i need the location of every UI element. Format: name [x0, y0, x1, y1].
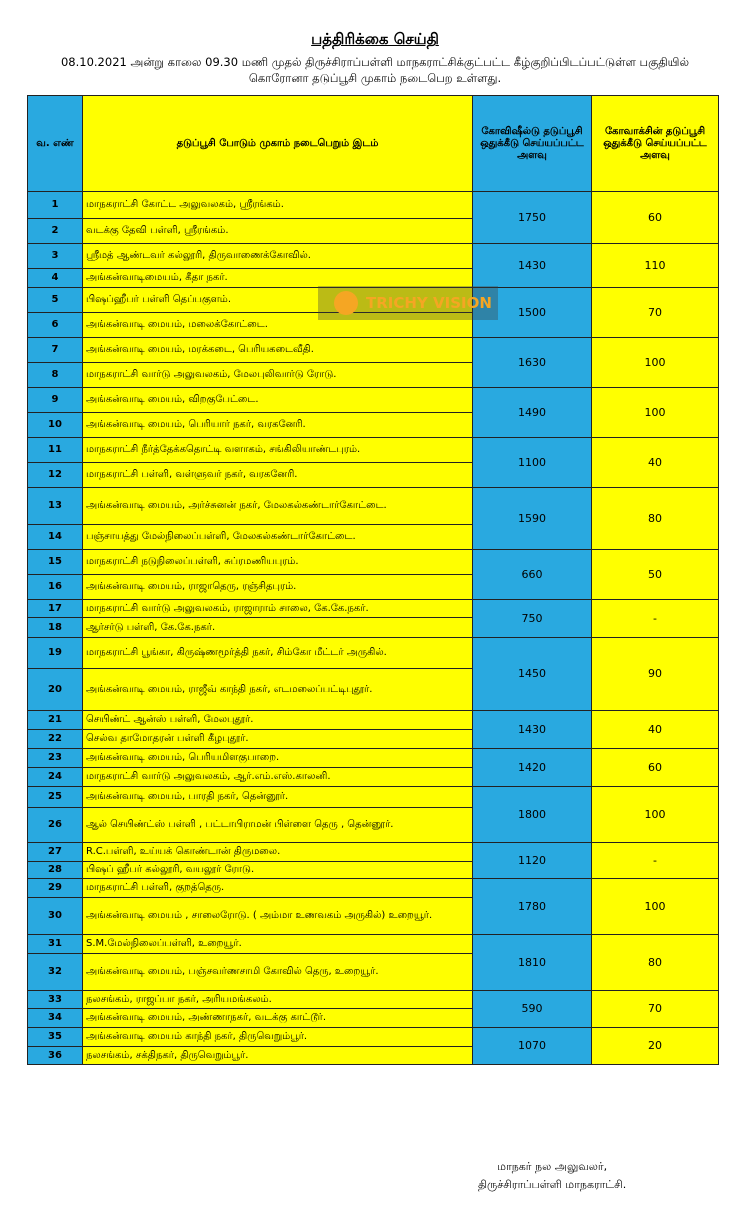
- page-title: [0, 30, 750, 50]
- row-serial-number: 10: [28, 413, 83, 438]
- covaxin-allocation: 90: [592, 638, 719, 711]
- row-camp-location: அங்கன்வாடி மையம், ராஜாதெரு, ரஞ்சிதபுரம்.: [83, 575, 473, 600]
- row-camp-location: செயிண்ட் ஆன்ஸ் பள்ளி, மேலபுதூர்.: [83, 711, 473, 730]
- covaxin-allocation: 40: [592, 711, 719, 749]
- row-camp-location: அங்கன்வாடி மையம், விறகுபேட்டை.: [83, 388, 473, 413]
- covaxin-allocation: 100: [592, 388, 719, 438]
- row-serial-number: 33: [28, 991, 83, 1009]
- row-camp-location: நலசங்கம், சக்திநகர், திருவெறும்பூர்.: [83, 1047, 473, 1065]
- row-camp-location: அங்கன்வாடி மையம், ராஜீவ் காந்தி நகர், எடமலைப்பட்டிபுதூர்.: [83, 669, 473, 711]
- row-camp-location: பஞ்சாயத்து மேல்நிலைப்பள்ளி, மேலகல்கண்டார்கோட்டை.: [83, 525, 473, 550]
- row-serial-number: 35: [28, 1028, 83, 1047]
- covaxin-allocation: 70: [592, 288, 719, 338]
- table-row: [28, 388, 719, 413]
- row-camp-location: ஸ்ரீமத் ஆண்டவர் கல்லூரி, திருவாணைக்கோவில்.: [83, 244, 473, 269]
- row-serial-number: 29: [28, 879, 83, 898]
- row-camp-location: செல்வ தாமோதரன் பள்ளி கீழபுதூர்.: [83, 730, 473, 749]
- row-serial-number: 14: [28, 525, 83, 550]
- row-serial-number: 23: [28, 749, 83, 768]
- row-serial-number: 32: [28, 954, 83, 991]
- covaxin-allocation: 100: [592, 879, 719, 935]
- row-camp-location: நலசங்கம், ராஜப்பா நகர், அரியமங்கலம்.: [83, 991, 473, 1009]
- table-row: [28, 488, 719, 525]
- table-row: [28, 192, 719, 219]
- signature-organization: திருச்சிராப்பள்ளி மாநகராட்சி.: [478, 1178, 627, 1191]
- covaxin-allocation: 60: [592, 749, 719, 787]
- row-serial-number: 20: [28, 669, 83, 711]
- row-camp-location: அங்கன்வாடி மையம், மலைக்கோட்டை.: [83, 313, 473, 338]
- table-row: [28, 843, 719, 862]
- row-camp-location: அங்கன்வாடி மையம், பஞ்சவர்ணசாமி கோவில் தெரு, உறையூர்.: [83, 954, 473, 991]
- covishield-allocation: 1100: [473, 438, 592, 488]
- row-serial-number: 1: [28, 192, 83, 219]
- row-serial-number: 34: [28, 1009, 83, 1028]
- covishield-allocation: 660: [473, 550, 592, 600]
- table-row: [28, 550, 719, 575]
- header-serial-number: வ. எண்: [28, 96, 83, 192]
- covishield-allocation: 590: [473, 991, 592, 1028]
- row-serial-number: 7: [28, 338, 83, 363]
- covaxin-allocation: 100: [592, 787, 719, 843]
- covishield-allocation: 1070: [473, 1028, 592, 1065]
- table-row: [28, 244, 719, 269]
- row-serial-number: 17: [28, 600, 83, 618]
- row-serial-number: 12: [28, 463, 83, 488]
- covaxin-allocation: 110: [592, 244, 719, 288]
- covaxin-allocation: 50: [592, 550, 719, 600]
- row-serial-number: 27: [28, 843, 83, 862]
- covishield-allocation: 1500: [473, 288, 592, 338]
- row-camp-location: அங்கன்வாடி மையம் , சாலைரோடு. ( அம்மா உணவகம் அருகில்) உறையூர்.: [83, 898, 473, 935]
- row-serial-number: 24: [28, 768, 83, 787]
- covaxin-allocation: 60: [592, 192, 719, 244]
- covaxin-allocation: 20: [592, 1028, 719, 1065]
- row-camp-location: R.C.பள்ளி, உய்யக் கொண்டான் திருமலை.: [83, 843, 473, 862]
- vaccination-camp-table: [27, 95, 719, 1065]
- row-camp-location: மாநகராட்சி வார்டு அலுவலகம், ஆர்.எம்.எஸ்.காலனி.: [83, 768, 473, 787]
- row-serial-number: 2: [28, 219, 83, 244]
- table-row: [28, 1028, 719, 1047]
- row-serial-number: 26: [28, 808, 83, 843]
- row-camp-location: அங்கன்வாடிமையம், கீதா நகர்.: [83, 269, 473, 288]
- row-serial-number: 4: [28, 269, 83, 288]
- row-serial-number: 28: [28, 862, 83, 879]
- row-serial-number: 15: [28, 550, 83, 575]
- row-camp-location: ஆர்சர்டு பள்ளி, கே.கே.நகர்.: [83, 618, 473, 638]
- table-row: [28, 749, 719, 768]
- row-serial-number: 36: [28, 1047, 83, 1065]
- table-row: [28, 991, 719, 1009]
- row-serial-number: 9: [28, 388, 83, 413]
- table-row: [28, 711, 719, 730]
- table-row: [28, 638, 719, 669]
- table-row: [28, 600, 719, 618]
- row-camp-location: அங்கன்வாடி மையம், பாரதி நகர், தென்னூர்.: [83, 787, 473, 808]
- row-serial-number: 22: [28, 730, 83, 749]
- trichy-vision-watermark: [318, 286, 498, 320]
- table-row: [28, 879, 719, 898]
- covaxin-allocation: -: [592, 600, 719, 638]
- title-text: பத்திரிக்கை செய்தி: [311, 30, 439, 48]
- row-camp-location: மாநகராட்சி பள்ளி, குறத்தெரு.: [83, 879, 473, 898]
- table-row: [28, 338, 719, 363]
- intro-text: 08.10.2021 அன்று காலை 09.30 மணி முதல் திருச்சிராப்பள்ளி மாநகராட்சிக்குட்பட்ட கீழ்குறிப்பிடப்பட்டுள்ள பகுதியில் கொரோனா தடுப்பூசி முகாம் நடைபெற உள்ளது.: [60, 55, 690, 85]
- covishield-allocation: 1420: [473, 749, 592, 787]
- covaxin-allocation: -: [592, 843, 719, 879]
- row-camp-location: மாநகராட்சி வார்டு அலுவலகம், ராஜாராம் சாலை, கே.கே.நகர்.: [83, 600, 473, 618]
- row-camp-location: மாநகராட்சி நீர்த்தேக்கதொட்டி வளாகம், சங்கிலியாண்டபுரம்.: [83, 438, 473, 463]
- covishield-allocation: 1810: [473, 935, 592, 991]
- covishield-allocation: 1120: [473, 843, 592, 879]
- trichy-vision-logo: [334, 291, 358, 315]
- covishield-allocation: 1450: [473, 638, 592, 711]
- covishield-allocation: 1430: [473, 711, 592, 749]
- row-camp-location: வடக்கு தேவி பள்ளி, ஸ்ரீரங்கம்.: [83, 219, 473, 244]
- row-camp-location: மாநகராட்சி பூங்கா, கிருஷ்ணமூர்த்தி நகர், சிம்கோ மீட்டர் அருகில்.: [83, 638, 473, 669]
- row-camp-location: மாநகராட்சி நடுநிலைப்பள்ளி, சுப்ரமணியபுரம்.: [83, 550, 473, 575]
- signature-designation: மாநகர் நல அலுவலர்,: [497, 1160, 608, 1173]
- signature-block: [478, 1158, 626, 1194]
- watermark-text: TRICHY VISION: [366, 294, 492, 312]
- covaxin-allocation: 80: [592, 488, 719, 550]
- row-serial-number: 16: [28, 575, 83, 600]
- row-camp-location: மாநகராட்சி கோட்ட அலுவலகம், ஸ்ரீரங்கம்.: [83, 192, 473, 219]
- header-camp-location: தடுப்பூசி போடும் முகாம் நடைபெறும் இடம்: [83, 96, 473, 192]
- table-header-row: [28, 96, 719, 192]
- header-covaxin-allocation: கோவாக்சின் தடுப்பூசி ஒதுக்கீடு செய்யப்பட்ட அளவு: [592, 96, 719, 192]
- row-camp-location: S.M.மேல்நிலைப்பள்ளி, உறையூர்.: [83, 935, 473, 954]
- covaxin-allocation: 100: [592, 338, 719, 388]
- row-serial-number: 21: [28, 711, 83, 730]
- covishield-allocation: 1490: [473, 388, 592, 438]
- row-camp-location: அங்கன்வாடி மையம், பெரியார் நகர், வரகனேரி.: [83, 413, 473, 438]
- table-row: [28, 935, 719, 954]
- table-row: [28, 787, 719, 808]
- row-camp-location: மாநகராட்சி வார்டு அலுவலகம், மேலபுலிவார்டு ரோடு.: [83, 363, 473, 388]
- header-covishield-allocation: கோவிஷீல்டு தடுப்பூசி ஒதுக்கீடு செய்யப்பட்ட அளவு: [473, 96, 592, 192]
- row-serial-number: 25: [28, 787, 83, 808]
- row-serial-number: 8: [28, 363, 83, 388]
- row-camp-location: அங்கன்வாடி மையம், அண்ணாநகர், வடக்கு காட்டூர்.: [83, 1009, 473, 1028]
- covaxin-allocation: 80: [592, 935, 719, 991]
- row-camp-location: பிஷப்ஹீபர் பள்ளி தெப்பகுளம்.: [83, 288, 473, 313]
- row-serial-number: 19: [28, 638, 83, 669]
- row-serial-number: 13: [28, 488, 83, 525]
- row-camp-location: பிஷப் ஹீபர் கல்லூரி, வயலூர் ரோடு.: [83, 862, 473, 879]
- row-camp-location: அங்கன்வாடி மையம் காந்தி நகர், திருவெறும்பூர்.: [83, 1028, 473, 1047]
- row-serial-number: 30: [28, 898, 83, 935]
- row-camp-location: மாநகராட்சி பள்ளி, வள்ளுவர் நகர், வரகனேரி.: [83, 463, 473, 488]
- table-row: [28, 438, 719, 463]
- covishield-allocation: 750: [473, 600, 592, 638]
- row-serial-number: 3: [28, 244, 83, 269]
- row-serial-number: 11: [28, 438, 83, 463]
- row-serial-number: 6: [28, 313, 83, 338]
- covishield-allocation: 1590: [473, 488, 592, 550]
- row-camp-location: அங்கன்வாடி மையம், மரக்கடை, பெரியகடைவீதி.: [83, 338, 473, 363]
- covaxin-allocation: 70: [592, 991, 719, 1028]
- covaxin-allocation: 40: [592, 438, 719, 488]
- covishield-allocation: 1430: [473, 244, 592, 288]
- covishield-allocation: 1630: [473, 338, 592, 388]
- covishield-allocation: 1780: [473, 879, 592, 935]
- row-serial-number: 18: [28, 618, 83, 638]
- row-serial-number: 5: [28, 288, 83, 313]
- covishield-allocation: 1800: [473, 787, 592, 843]
- row-camp-location: அங்கன்வாடி மையம், அர்ச்சுனன் நகர், மேலகல்கண்டார்கோட்டை.: [83, 488, 473, 525]
- row-serial-number: 31: [28, 935, 83, 954]
- covishield-allocation: 1750: [473, 192, 592, 244]
- row-camp-location: அங்கன்வாடி மையம், பெரியமிளகுபாறை.: [83, 749, 473, 768]
- row-camp-location: ஆல் செயிண்ட்ஸ் பள்ளி , பட்டாபிராமன் பிள்ளை தெரு , தென்னூர்.: [83, 808, 473, 843]
